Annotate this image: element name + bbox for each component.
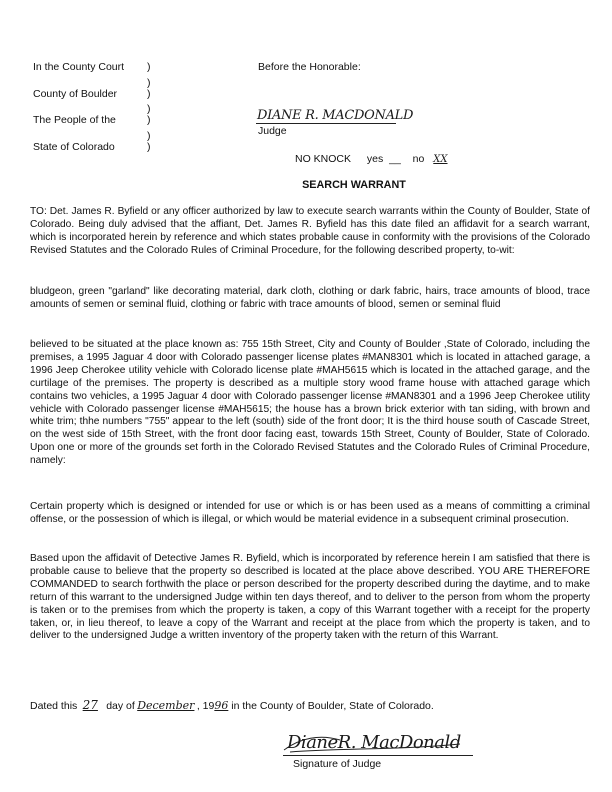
signature-label: Signature of Judge [293, 758, 382, 770]
dated-suffix: in the County of Boulder, State of Colorado. [231, 700, 434, 712]
caption-row: State of Colorado ) [33, 140, 151, 153]
no-label: no [412, 153, 425, 165]
before-the-honorable: Before the Honorable: [258, 61, 361, 73]
dated-day: 27 [82, 698, 98, 712]
paragraph-property: bludgeon, green "garland" like decorating material, dark cloth, clothing or dark fabric, hairs, trace amounts of blood, trace amounts of semen or seminal fluid, clothing or fabric with trace amounts of blood, semen or seminal fluid [30, 286, 590, 310]
document-title: SEARCH WARRANT [302, 179, 406, 191]
paragraph-location: believed to be situated at the place known as: 755 15th Street, City and County of Boulder ,State of Colorado, including the premises, a 1995 Jaguar 4 door with Colorado passenger license plates #MAN8301 which is located in attached garage, a 1996 Jeep Cherokee utility vehicle with Colorado license plate #MAH5615 which is located in the attached garage, and the curtilage of the premises. The property is described as a multiple story wood frame house with attached garage which contains two vehicles, a 1995 Jaguar 4 door with Colorado passenger license #MAN8301 and a 1996 Jeep Cherokee utility vehicle with Colorado passenger license #MAH5615; the house has a brown brick exterior with tan siding, with brown and white trim; thhe numbers "755" appear to the left (south) side of the front door; It is the third house south of Cascade Street, on the west side of 15th Street, with the front door facing east, towards 15th Street, County of Boulder, State of Colorado. Upon one or more of the grounds set forth in the Colorado Revised Statutes and the Colorado Rules of Criminal Procedure, namely: [30, 339, 590, 467]
caption-left [33, 61, 163, 156]
caption-row: ) [147, 103, 151, 115]
judge-label: Judge [258, 125, 287, 137]
caption-row: ) [147, 76, 151, 89]
dated-month: December [137, 699, 195, 712]
dated-day-of: day of [106, 700, 135, 712]
dated-line [30, 699, 434, 713]
no-knock-line [295, 153, 448, 166]
caption-row: County of Boulder ) [33, 87, 151, 100]
judge-name-line [256, 123, 396, 124]
caption-row: ) [147, 129, 151, 142]
dated-prefix: Dated this [30, 700, 78, 712]
signature-flourish [280, 730, 470, 754]
no-mark: XX [433, 154, 448, 165]
paragraph-command: Based upon the affidavit of Detective James R. Byfield, which is incorporated by reference herein I am satisfied that there is probable cause to believe that the property so described is located at the place above described. YOU ARE THEREFORE COMMANDED to search forthwith the place or person described for the property described during the daytime, and to make return of this warrant to the undersigned Judge within ten days thereof, and to deliver to the person from whom the property is taken or to the premises from which the property is taken, a copy of this Warrant together with a receipt for the property taken, or, in lieu thereof, to leave a copy of the Warrant and receipt at the place from which the property is taken, and to deliver to the undersigned Judge a written inventory of the property taken with the return of this Warrant. [30, 553, 590, 642]
paragraph-grounds: Certain property which is designed or intended for use or which is or has been used as a means of committing a criminal offense, or the possession of which is illegal, or which would be material evidence in a subsequent criminal prosecution. [30, 501, 590, 525]
caption-row: In the County Court ) [33, 61, 151, 73]
caption-row: The People of the ) [33, 114, 151, 126]
dated-comma: , [196, 700, 200, 712]
signature-line [283, 755, 473, 756]
dated-year-prefix: 19 [202, 700, 215, 712]
no-knock-label: NO KNOCK [295, 153, 352, 165]
yes-label: yes [366, 153, 384, 165]
judge-name-handwritten: DIANE R. MACDONALD [257, 108, 414, 123]
dated-year: 96 [214, 699, 229, 712]
yes-mark: __ [389, 153, 401, 165]
judge-signature: DianeR. MacDonald [287, 732, 461, 753]
paragraph-to: TO: Det. James R. Byfield or any officer authorized by law to execute search warrants within the County of Boulder, State of Colorado. Being duly advised that the affiant, Det. James R. Byfield has this date filed an affidavit for a search warrant, which is incorporated herein by reference and which states probable cause in conformity with the provisions of the Colorado Revised Statutes and the Colorado Rules of Criminal Procedure, for the following described property, to-wit: [30, 206, 590, 256]
